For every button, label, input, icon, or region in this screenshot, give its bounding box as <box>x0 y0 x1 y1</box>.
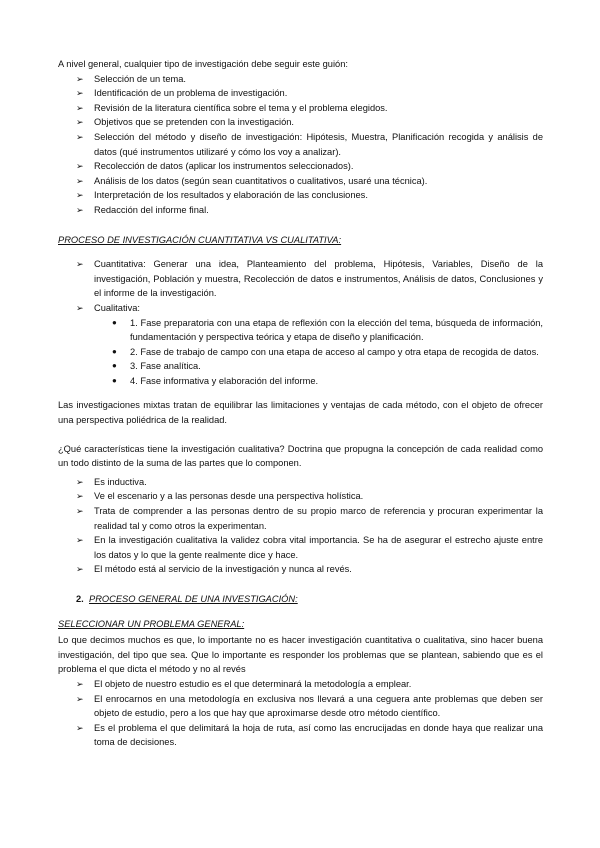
list-item: ➢ Revisión de la literatura científica sobre el tema y el problema elegidos. <box>58 101 543 116</box>
arrow-bullet-icon: ➢ <box>76 117 84 128</box>
list-item: ● 1. Fase preparatoria con una etapa de reflexión con la elección del tema, búsqueda de información, fundamentación y perspectiva teórica y etapa de diseño y planificación. <box>112 317 543 343</box>
list-item: ➢ En la investigación cualitativa la validez cobra vital importancia. Se ha de asegurar el estrecho ajuste entre los datos y lo que la gente realmente dice y hace. <box>76 535 543 560</box>
list-item: ➢ Identificación de un problema de investigación. <box>58 86 543 101</box>
section-heading-proceso-general: 2. PROCESO GENERAL DE UNA INVESTIGACIÓN: <box>58 592 543 607</box>
list-item: ➢ Selección del método y diseño de investigación: Hipótesis, Muestra, Planificación recogida y análisis de datos (qué instrumentos utilizaré y cómo los voy a analizar). <box>76 131 543 157</box>
dot-bullet-icon: ● <box>112 317 117 327</box>
document-page <box>58 57 543 750</box>
list-item: ➢ Objetivos que se pretenden con la investigación. <box>58 115 543 130</box>
guion-steps-list <box>58 72 543 218</box>
arrow-bullet-icon: ➢ <box>76 476 84 487</box>
methods-list <box>58 257 543 315</box>
list-item: ➢ Es inductiva. <box>58 475 543 490</box>
cualitativa-traits-list <box>58 475 543 577</box>
list-item: ➢ Análisis de los datos (según sean cuantitativos o cualitativos, usaré una técnica). <box>58 174 543 189</box>
cualitativa-question-paragraph: ¿Qué características tiene la investigación cualitativa? Doctrina que propugna la concepción de cada realidad como un todo distinto de la suma de las partes que lo componen. <box>58 443 543 469</box>
list-item: ● 3. Fase analítica. <box>58 359 543 374</box>
problema-points-list <box>58 677 543 750</box>
arrow-bullet-icon: ➢ <box>76 102 84 113</box>
list-item: ➢ Ve el escenario y a las personas desde una perspectiva holística. <box>58 489 543 504</box>
arrow-bullet-icon: ➢ <box>76 204 84 215</box>
arrow-bullet-icon: ➢ <box>76 564 84 575</box>
dot-bullet-icon: ● <box>112 375 117 385</box>
arrow-bullet-icon: ➢ <box>76 175 84 186</box>
mixtas-paragraph: Las investigaciones mixtas tratan de equilibrar las limitaciones y ventajas de cada método, con el objeto de ofrecer una perspectiva poliédrica de la realidad. <box>58 400 543 426</box>
arrow-bullet-icon: ➢ <box>76 131 84 142</box>
list-item: ➢ Interpretación de los resultados y elaboración de las conclusiones. <box>58 188 543 203</box>
cualitativa-phases-list <box>58 316 543 389</box>
arrow-bullet-icon: ➢ <box>76 693 84 704</box>
arrow-bullet-icon: ➢ <box>76 678 84 689</box>
problema-paragraph: Lo que decimos muchos es que, lo importante no es hacer investigación cuantitativa o cualitativa, sino hacer buena investigación, del tipo que sea. Que lo importante es responder los problemas que se plantean, sabiendo que es el problema el que dicta el método y no al revés <box>58 635 543 675</box>
dot-bullet-icon: ● <box>112 361 117 371</box>
section-number: 2. <box>76 594 84 604</box>
arrow-bullet-icon: ➢ <box>76 161 84 172</box>
list-item-cuantitativa: ➢ Cuantitativa: Generar una idea, Planteamiento del problema, Hipótesis, Variables, Diseño de la investigación, Población y muestra, Recolección de datos e instrumentos, Análisis de datos, Conclusiones y el informe de la investigación. <box>76 259 543 299</box>
list-item: ➢ El objeto de nuestro estudio es el que determinará la metodología a emplear. <box>58 677 543 692</box>
arrow-bullet-icon: ➢ <box>76 88 84 99</box>
arrow-bullet-icon: ➢ <box>76 259 84 270</box>
list-item: ➢ El enrocarnos en una metodología en exclusiva nos llevará a una ceguera ante problemas que deben ser objeto de estudio, pero a los que hay que aproximarse desde otro método científico. <box>76 693 543 719</box>
list-item-cualitativa: ➢ Cualitativa: <box>58 301 543 316</box>
list-item: ● 4. Fase informativa y elaboración del informe. <box>58 374 543 389</box>
dot-bullet-icon: ● <box>112 346 117 356</box>
subsection-heading: SELECCIONAR UN PROBLEMA GENERAL: <box>58 618 245 629</box>
arrow-bullet-icon: ➢ <box>76 491 84 502</box>
list-item: ➢ Es el problema el que delimitará la hoja de ruta, así como las encrucijadas en donde haya que realizar una toma de decisiones. <box>76 722 543 748</box>
list-item: ➢ Trata de comprender a las personas dentro de su propio marco de referencia y procuran experimentar la realidad tal y como otros la experimentan. <box>76 506 543 531</box>
list-item: ➢ El método está al servicio de la investigación y nunca al revés. <box>58 562 543 577</box>
arrow-bullet-icon: ➢ <box>76 73 84 84</box>
arrow-bullet-icon: ➢ <box>76 535 84 546</box>
intro-paragraph: A nivel general, cualquier tipo de investigación debe seguir este guión: <box>58 59 348 69</box>
list-item: ➢ Redacción del informe final. <box>58 203 543 218</box>
list-item: ● 2. Fase de trabajo de campo con una etapa de acceso al campo y otra etapa de recogida de datos. <box>58 345 543 360</box>
arrow-bullet-icon: ➢ <box>76 302 84 313</box>
section-heading-cuanti-vs-cuali: PROCESO DE INVESTIGACIÓN CUANTITATIVA VS CUALITATIVA: <box>58 234 342 245</box>
arrow-bullet-icon: ➢ <box>76 190 84 201</box>
arrow-bullet-icon: ➢ <box>76 506 84 517</box>
arrow-bullet-icon: ➢ <box>76 722 84 733</box>
list-item: ➢ Selección de un tema. <box>58 72 543 87</box>
list-item: ➢ Recolección de datos (aplicar los instrumentos seleccionados). <box>58 159 543 174</box>
